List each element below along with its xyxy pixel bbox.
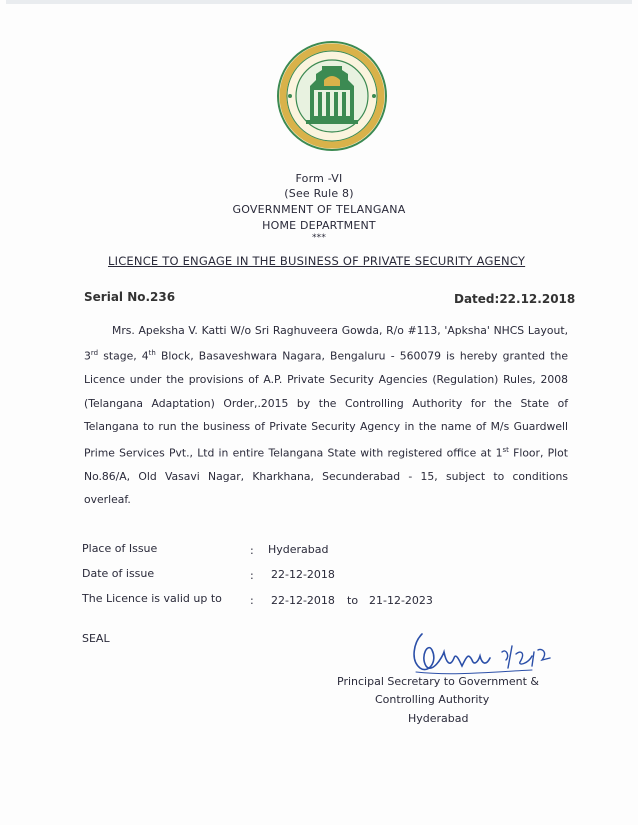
validity-colon: :	[250, 594, 254, 607]
department-name: HOME DEPARTMENT	[262, 219, 376, 232]
valid-to-date: 21-12-2023	[369, 594, 433, 607]
place-of-issue-label: Place of Issue	[82, 542, 158, 555]
body-sup-1: rd	[90, 349, 99, 358]
body-text-4: Floor, Plot No.86/A, Old Vasavi Nagar, Kharkhana, Secunderabad - 15, subject to conditions overleaf.	[84, 446, 568, 507]
licence-body	[84, 319, 568, 511]
form-number: Form -VI	[295, 172, 343, 185]
body-sup-3: st	[502, 445, 509, 454]
signatory-location: Hyderabad	[408, 712, 469, 725]
signatory-designation: Principal Secretary to Government &	[337, 675, 540, 688]
body-text-1: Mrs. Apeksha V. Katti W/o Sri Raghuveera Gowda, R/o #113, 'Apksha' NHCS Layout, 3	[84, 324, 568, 363]
valid-from-date: 22-12-2018	[271, 594, 335, 607]
validity-label: The Licence is valid up to	[82, 592, 222, 605]
place-of-issue-value: Hyderabad	[268, 543, 329, 556]
stars-separator: ***	[311, 233, 327, 243]
rule-reference: (See Rule 8)	[284, 187, 354, 200]
body-sup-2: th	[148, 349, 156, 358]
serial-number: Serial No.236	[84, 290, 176, 304]
date-colon: :	[250, 569, 254, 582]
date-of-issue-value: 22-12-2018	[271, 568, 335, 581]
handwritten-signature	[402, 622, 562, 682]
valid-to-word: to	[347, 594, 359, 607]
document-title: LICENCE TO ENGAGE IN THE BUSINESS OF PRIVATE SECURITY AGENCY	[108, 254, 526, 268]
seal-label: SEAL	[82, 632, 110, 645]
place-colon: :	[250, 544, 254, 557]
body-text-2: stage, 4	[98, 350, 149, 363]
government-name: GOVERNMENT OF TELANGANA	[232, 203, 406, 216]
body-text-3: Block, Basaveshwara Nagara, Bengaluru - 560079 is hereby granted the Licence under the provisions of A.P. Private Security Agencies (Regulation) Rules, 2008 (Telangana Adaptation) Order,.2015 by the Controlling Authority for the State of Telangana to run the business of Private Security Agency in the name of M/s Guardwell Prime Services Pvt., Ltd in entire Telangana State with registered office at 1	[84, 350, 568, 460]
signatory-authority: Controlling Authority	[375, 693, 490, 706]
page-top-edge	[6, 0, 632, 4]
telangana-emblem-seal	[276, 40, 388, 152]
issue-date: Dated:22.12.2018	[454, 292, 576, 306]
date-of-issue-label: Date of issue	[82, 567, 155, 580]
